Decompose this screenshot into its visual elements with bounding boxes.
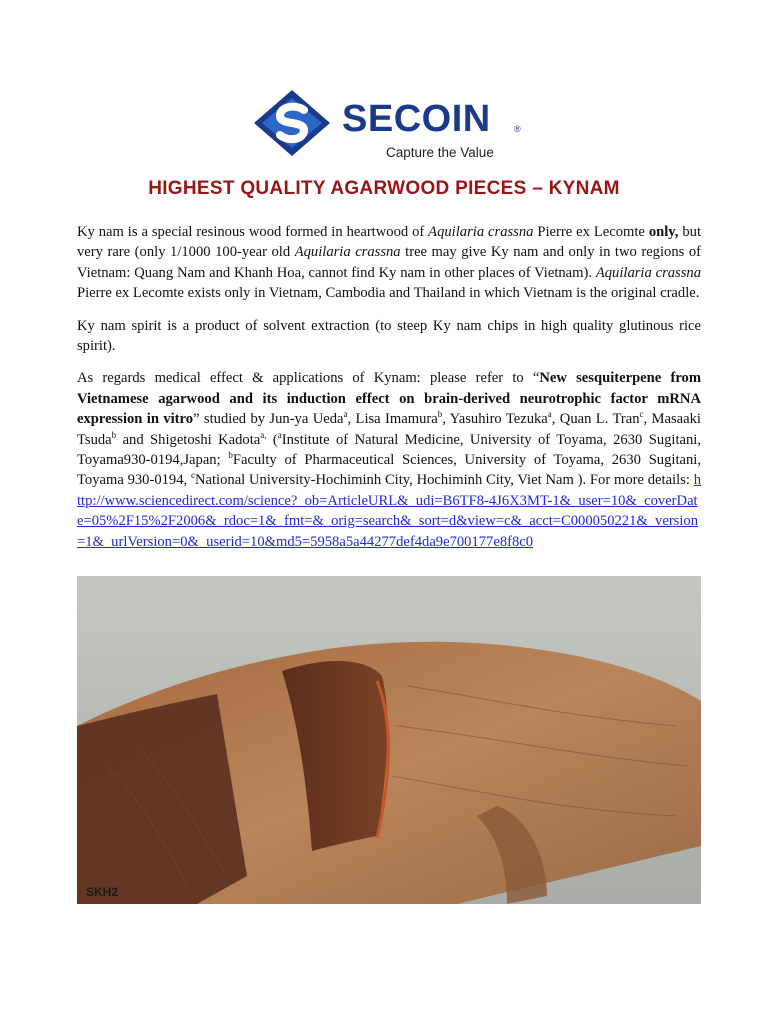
photo-label: SKH2 [86, 885, 119, 899]
paper-title: New sesquiterpene from Vietnamese agarwood and its induction effect on brain-derived neurotrophic factor mRNA expression in vitro [77, 370, 701, 428]
paragraph-kynam-spirit: Ky nam spirit is a product of solvent extraction (to steep Ky nam chips in high quality glutinous rice spirit). [77, 317, 701, 355]
paragraph-kynam-description: Ky nam is a special resinous wood formed in heartwood of Aquilaria crassna Pierre ex Lecomte only, but very rare (only 1/1000 100-year old Aquilaria crassna tree may give Ky nam and only in two regions of Vietnam: Quang Nam and Khanh Hoa, cannot find Ky nam in other places of Vietnam). Aquilaria crassna Pierre ex Lecomte exists only in Vietnam, Cambodia and Thailand in which Vietnam is the original cradle. [77, 224, 702, 302]
sciencedirect-link[interactable]: http://www.sciencedirect.com/science?_ob=ArticleURL&_udi=B6TF8-4J6X3MT-1&_user=10&_coverDate=05%2F15%2F2006&_rdoc=1&_fmt=&_orig=search&_sort=d&view=c&_acct=C000050221&_version=1&_urlVersion=0&_userid=10&md5=5958a5a44277def4da9e700177e8f8c0 [77, 472, 701, 550]
paragraph-medical-reference: As regards medical effect & applications of Kynam: please refer to “New sesquiterpene from Vietnamese agarwood and its induction effect on brain-derived neurotrophic factor mRNA expression in vitro” studied by Jun-ya Ueda$^a$, Lisa Imamura$^b$, Yasuhiro Tezuka$^a$, Quan L. Tran$^c$, Masaaki Tsuda$^b$ and Shigetoshi Kadota$^{a,}$ ($^a$Institute of Natural Medicine, University of Toyama, 2630 Sugitani, Toyama930-0194,Japan; $^b$Faculty of Pharmaceutical Sciences, University of Toyama, 2630 Sugitani, Toyama 930-0194, $^c$National University-Hochiminh City, Hochiminh City, Viet Nam ). For more details: http://www.sciencedirect.com/science?_ob=ArticleURL&_udi=B6TF8-4J6X3MT-1&_user=10&_coverDate=05%2F15%2F2006&_rdoc=1&_fmt=&_orig=search&_sort=d&view=c&_acct=C000050221&_version=1&_urlVersion=0&_userid=10&md5=5958a5a44277def4da9e700177e8f8c0 [77, 370, 701, 550]
agarwood-photo [77, 576, 701, 904]
agarwood-piece-image [77, 576, 701, 904]
document-body [77, 222, 701, 564]
brand-name: SECOIN [342, 98, 491, 140]
secoin-logo [252, 88, 526, 164]
secoin-diamond-icon [252, 88, 332, 158]
brand-tagline: Capture the Value [386, 145, 494, 160]
page-title: HIGHEST QUALITY AGARWOOD PIECES – KYNAM [148, 178, 620, 199]
registered-mark: ® [514, 124, 521, 134]
